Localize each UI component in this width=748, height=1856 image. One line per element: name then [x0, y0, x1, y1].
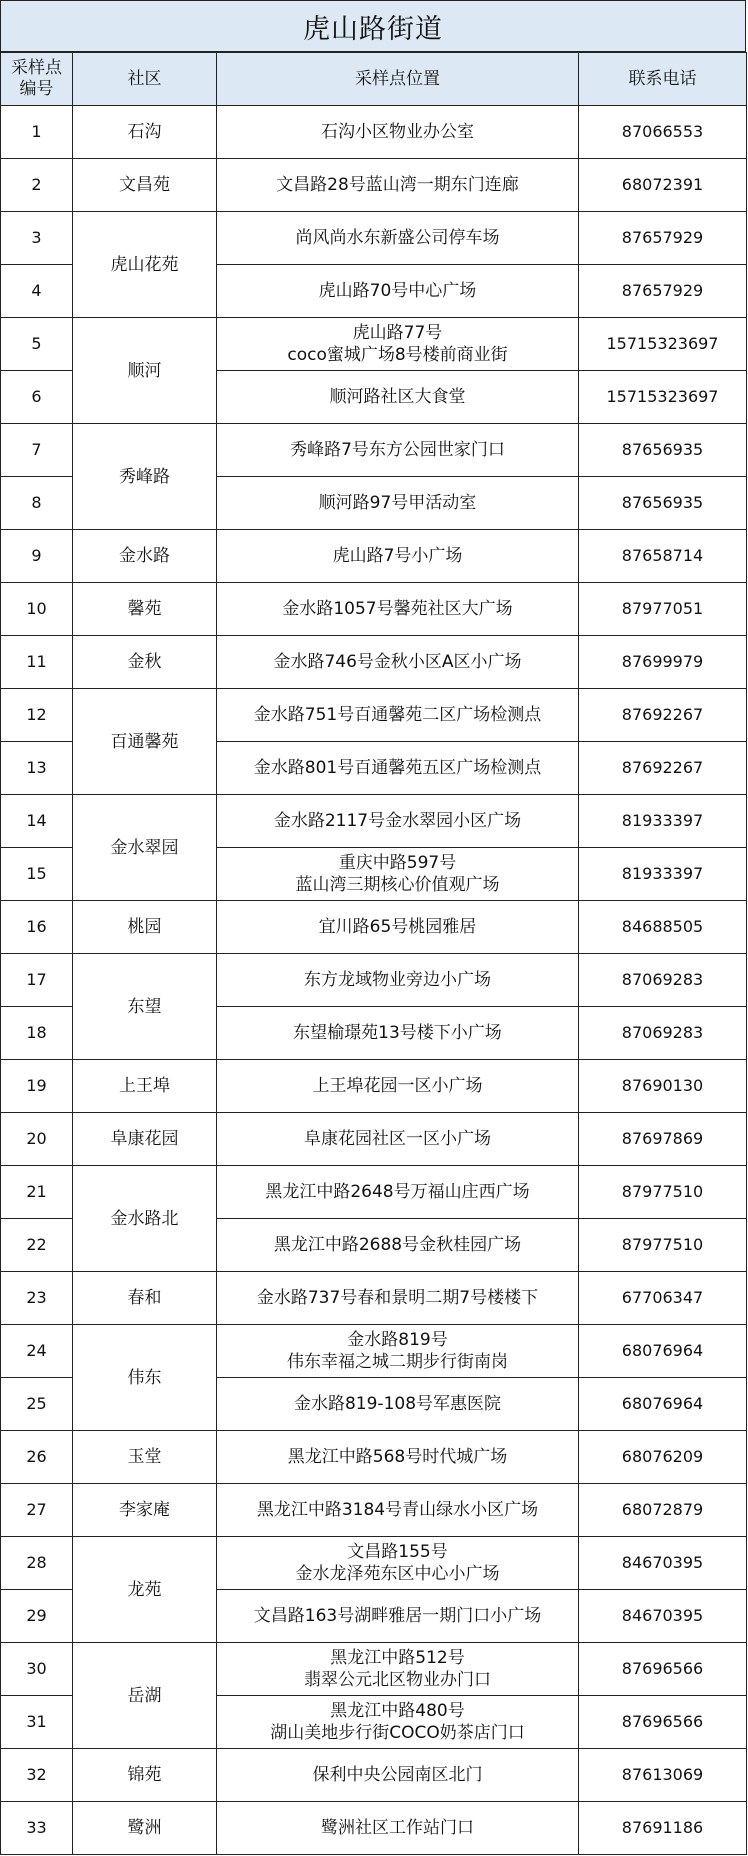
location-cell: [217, 159, 579, 212]
site-number-cell: 30: [1, 1643, 73, 1696]
location-cell: [217, 848, 579, 901]
phone-cell: 87066553: [579, 106, 747, 159]
location-line: 金水路801号百通馨苑五区广场检测点: [253, 758, 542, 778]
community-cell: 桃园: [73, 901, 217, 954]
location-cell: [217, 212, 579, 265]
table-row: [1, 159, 747, 212]
location-cell: [217, 1431, 579, 1484]
site-number-cell: 3: [1, 212, 73, 265]
table-row: [1, 424, 747, 477]
header-location: 采样点位置: [217, 53, 579, 106]
site-number-cell: 19: [1, 1060, 73, 1113]
community-cell: 石沟: [73, 106, 217, 159]
location-cell: [217, 1696, 579, 1749]
location-cell: [217, 1166, 579, 1219]
phone-cell: 87696566: [579, 1696, 747, 1749]
table-row: [1, 689, 747, 742]
phone-cell: 67706347: [579, 1272, 747, 1325]
phone-cell: 68072391: [579, 159, 747, 212]
location-cell: [217, 636, 579, 689]
location-cell: [217, 1590, 579, 1643]
phone-cell: 87696566: [579, 1643, 747, 1696]
table-row: [1, 318, 747, 371]
location-line: 翡翠公元北区物业办门口: [304, 1670, 491, 1690]
location-cell: [217, 530, 579, 583]
community-cell: 鹭洲: [73, 1802, 217, 1855]
sheet-title: 虎山路街道: [0, 0, 746, 52]
phone-cell: 68072879: [579, 1484, 747, 1537]
phone-cell: 87699979: [579, 636, 747, 689]
phone-cell: 15715323697: [579, 318, 747, 371]
site-number-cell: 15: [1, 848, 73, 901]
location-cell: [217, 1113, 579, 1166]
location-cell: [217, 1643, 579, 1696]
site-number-cell: 18: [1, 1007, 73, 1060]
location-line: 文昌路155号: [347, 1542, 448, 1562]
location-line: 黑龙江中路2648号万福山庄西广场: [265, 1182, 530, 1202]
location-line: 虎山路70号中心广场: [318, 281, 477, 301]
table-row: [1, 1431, 747, 1484]
community-cell: 上王埠: [73, 1060, 217, 1113]
site-number-cell: 21: [1, 1166, 73, 1219]
site-number-cell: 25: [1, 1378, 73, 1431]
phone-cell: 87613069: [579, 1749, 747, 1802]
location-cell: [217, 1537, 579, 1590]
location-cell: [217, 1272, 579, 1325]
phone-cell: 68076964: [579, 1325, 747, 1378]
table-body: [1, 106, 747, 1855]
table-row: [1, 1272, 747, 1325]
site-number-cell: 13: [1, 742, 73, 795]
table-row: [1, 583, 747, 636]
location-line: 金水路751号百通馨苑二区广场检测点: [253, 705, 542, 725]
location-line: 金水路819号: [347, 1330, 448, 1350]
location-line: 伟东幸福之城二期步行街南岗: [287, 1352, 508, 1372]
community-cell: 李家庵: [73, 1484, 217, 1537]
location-line: 黑龙江中路480号: [330, 1701, 465, 1721]
location-cell: [217, 795, 579, 848]
phone-cell: 87690130: [579, 1060, 747, 1113]
header-row: [1, 53, 747, 106]
location-line: 宜川路65号桃园雅居: [318, 917, 477, 937]
location-line: 上王埠花园一区小广场: [312, 1076, 483, 1096]
site-number-cell: 23: [1, 1272, 73, 1325]
location-cell: [217, 954, 579, 1007]
phone-cell: 87657929: [579, 265, 747, 318]
location-line: 金水路737号春和景明二期7号楼楼下: [256, 1288, 539, 1308]
community-cell: 阜康花园: [73, 1113, 217, 1166]
location-line: 东方龙域物业旁边小广场: [304, 970, 491, 990]
phone-cell: 87691186: [579, 1802, 747, 1855]
location-line: 尚风尚水东新盛公司停车场: [295, 228, 500, 248]
site-number-cell: 29: [1, 1590, 73, 1643]
community-cell: 东望: [73, 954, 217, 1060]
location-cell: [217, 106, 579, 159]
location-line: 金水路746号金秋小区A区小广场: [273, 652, 522, 672]
location-cell: [217, 689, 579, 742]
community-cell: 锦苑: [73, 1749, 217, 1802]
location-cell: [217, 1749, 579, 1802]
phone-cell: 87656935: [579, 424, 747, 477]
phone-cell: 87697869: [579, 1113, 747, 1166]
location-line: coco蜜城广场8号楼前商业街: [287, 345, 508, 365]
phone-cell: 87658714: [579, 530, 747, 583]
phone-cell: 81933397: [579, 848, 747, 901]
table-row: [1, 530, 747, 583]
table-row: [1, 1166, 747, 1219]
location-line: 石沟小区物业办公室: [321, 122, 474, 142]
site-number-cell: 10: [1, 583, 73, 636]
location-cell: [217, 1060, 579, 1113]
site-number-cell: 11: [1, 636, 73, 689]
location-line: 阜康花园社区一区小广场: [304, 1129, 491, 1149]
community-cell: 龙苑: [73, 1537, 217, 1643]
table-row: [1, 1113, 747, 1166]
table-row: [1, 1643, 747, 1696]
location-cell: [217, 1378, 579, 1431]
sampling-sites-table: [0, 52, 747, 1855]
phone-cell: 84670395: [579, 1590, 747, 1643]
location-cell: [217, 1219, 579, 1272]
location-line: 黑龙江中路3184号青山绿水小区广场: [256, 1500, 539, 1520]
site-number-cell: 26: [1, 1431, 73, 1484]
location-line: 金水路2117号金水翠园小区广场: [273, 811, 522, 831]
community-cell: 岳湖: [73, 1643, 217, 1749]
community-cell: 金秋: [73, 636, 217, 689]
location-cell: [217, 583, 579, 636]
table-row: [1, 106, 747, 159]
phone-cell: 87977051: [579, 583, 747, 636]
community-cell: 金水路北: [73, 1166, 217, 1272]
community-cell: 顺河: [73, 318, 217, 424]
site-number-cell: 9: [1, 530, 73, 583]
phone-cell: 87977510: [579, 1166, 747, 1219]
community-cell: 百通馨苑: [73, 689, 217, 795]
site-number-cell: 32: [1, 1749, 73, 1802]
site-number-cell: 1: [1, 106, 73, 159]
site-number-cell: 33: [1, 1802, 73, 1855]
header-community: 社区: [73, 53, 217, 106]
site-number-cell: 8: [1, 477, 73, 530]
site-number-cell: 20: [1, 1113, 73, 1166]
community-cell: 伟东: [73, 1325, 217, 1431]
location-cell: [217, 1484, 579, 1537]
site-number-cell: 14: [1, 795, 73, 848]
location-line: 文昌路163号湖畔雅居一期门口小广场: [253, 1606, 542, 1626]
location-line: 顺河路社区大食堂: [329, 387, 466, 407]
community-cell: 馨苑: [73, 583, 217, 636]
site-number-cell: 5: [1, 318, 73, 371]
header-site-number: [1, 53, 73, 106]
location-line: 金水路1057号馨苑社区大广场: [282, 599, 513, 619]
phone-cell: 87692267: [579, 742, 747, 795]
community-cell: 虎山花苑: [73, 212, 217, 318]
site-number-cell: 7: [1, 424, 73, 477]
location-line: 金水龙泽苑东区中心小广场: [295, 1564, 500, 1584]
location-line: 重庆中路597号: [338, 853, 457, 873]
location-line: 黑龙江中路568号时代城广场: [287, 1447, 508, 1467]
location-line: 金水路819-108号军惠医院: [293, 1394, 502, 1414]
location-line: 黑龙江中路2688号金秋桂园广场: [273, 1235, 522, 1255]
location-cell: [217, 318, 579, 371]
table-row: [1, 636, 747, 689]
location-cell: [217, 424, 579, 477]
location-line: 虎山路77号: [352, 323, 443, 343]
location-line: 秀峰路7号东方公园世家门口: [290, 440, 505, 460]
table-row: [1, 1325, 747, 1378]
phone-cell: 15715323697: [579, 371, 747, 424]
table-row: [1, 1749, 747, 1802]
phone-cell: 87656935: [579, 477, 747, 530]
community-cell: 春和: [73, 1272, 217, 1325]
location-line: 黑龙江中路512号: [330, 1648, 465, 1668]
location-line: 鹭洲社区工作站门口: [321, 1818, 474, 1838]
site-number-cell: 6: [1, 371, 73, 424]
site-number-cell: 12: [1, 689, 73, 742]
table-row: [1, 212, 747, 265]
table-row: [1, 901, 747, 954]
location-cell: [217, 1802, 579, 1855]
site-number-cell: 24: [1, 1325, 73, 1378]
site-number-cell: 27: [1, 1484, 73, 1537]
location-cell: [217, 1325, 579, 1378]
table-row: [1, 1060, 747, 1113]
header-site-number-line1: 采样点: [11, 58, 62, 78]
location-cell: [217, 1007, 579, 1060]
community-cell: 金水路: [73, 530, 217, 583]
location-line: 湖山美地步行街COCO奶茶店门口: [270, 1723, 525, 1743]
location-cell: [217, 371, 579, 424]
location-line: 蓝山湾三期核心价值观广场: [295, 875, 500, 895]
site-number-cell: 31: [1, 1696, 73, 1749]
site-number-cell: 22: [1, 1219, 73, 1272]
table-row: [1, 795, 747, 848]
site-number-cell: 16: [1, 901, 73, 954]
location-line: 顺河路97号甲活动室: [318, 493, 477, 513]
site-number-cell: 17: [1, 954, 73, 1007]
community-cell: 文昌苑: [73, 159, 217, 212]
phone-cell: 87069283: [579, 1007, 747, 1060]
location-cell: [217, 265, 579, 318]
location-line: 文昌路28号蓝山湾一期东门连廊: [276, 175, 519, 195]
phone-cell: 87657929: [579, 212, 747, 265]
location-cell: [217, 742, 579, 795]
header-site-number-line2: 编号: [19, 79, 54, 99]
location-line: 虎山路7号小广场: [332, 546, 463, 566]
phone-cell: 87069283: [579, 954, 747, 1007]
table-row: [1, 1484, 747, 1537]
site-number-cell: 4: [1, 265, 73, 318]
phone-cell: 84688505: [579, 901, 747, 954]
site-number-cell: 28: [1, 1537, 73, 1590]
location-line: 保利中央公园南区北门: [312, 1765, 483, 1785]
location-cell: [217, 477, 579, 530]
phone-cell: 68076964: [579, 1378, 747, 1431]
phone-cell: 68076209: [579, 1431, 747, 1484]
phone-cell: 84670395: [579, 1537, 747, 1590]
phone-cell: 87692267: [579, 689, 747, 742]
phone-cell: 81933397: [579, 795, 747, 848]
table-row: [1, 954, 747, 1007]
header-phone: 联系电话: [579, 53, 747, 106]
location-line: 东望榆璟苑13号楼下小广场: [293, 1023, 502, 1043]
community-cell: 秀峰路: [73, 424, 217, 530]
location-cell: [217, 901, 579, 954]
site-number-cell: 2: [1, 159, 73, 212]
table-row: [1, 1802, 747, 1855]
table-row: [1, 1537, 747, 1590]
phone-cell: 87977510: [579, 1219, 747, 1272]
community-cell: 金水翠园: [73, 795, 217, 901]
community-cell: 玉堂: [73, 1431, 217, 1484]
